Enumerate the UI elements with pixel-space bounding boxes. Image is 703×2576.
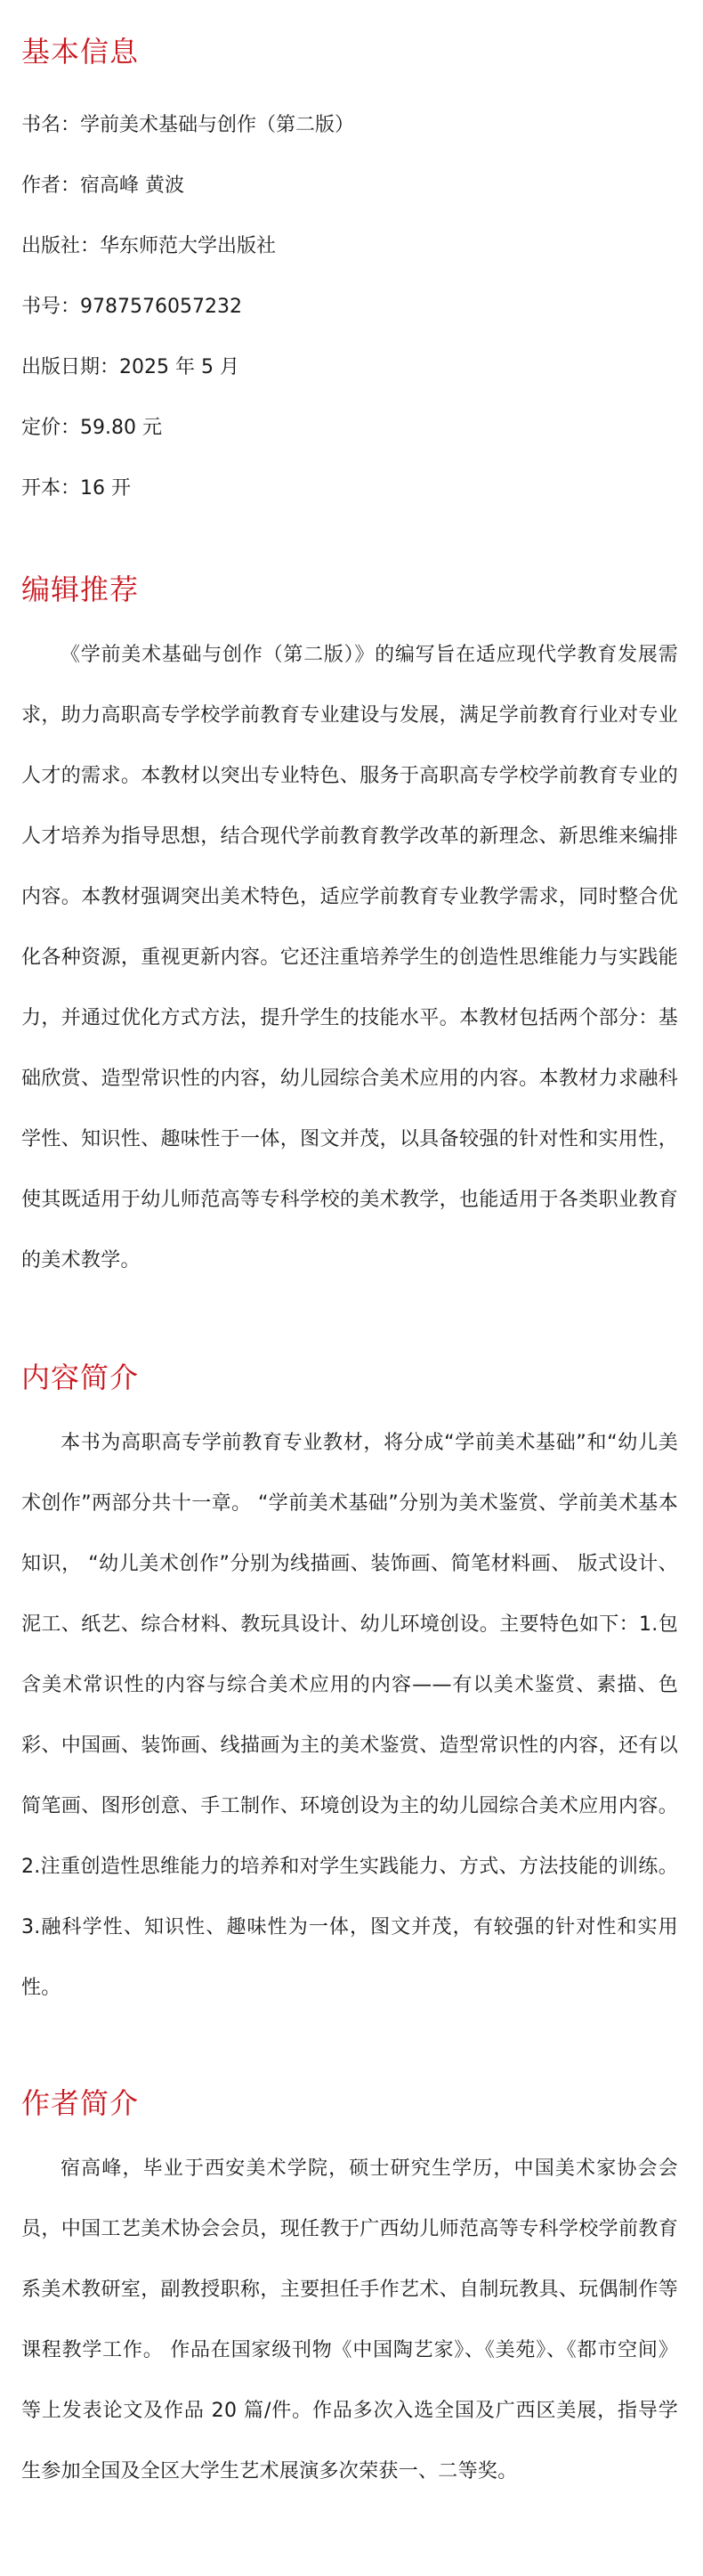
info-author: 作者：宿高峰 黄波 <box>21 175 184 197</box>
editor-recommendation-heading: 编辑推荐 <box>21 573 140 606</box>
content-summary-text: 本书为高职高专学前教育专业教材，将分成“学前美术基础”和“幼儿美术创作”两部分共十一章。 “学前美术基础”分别为美术鉴赏、学前美术基本知识， “幼儿美术创作”分别为线描画、装饰画、简笔材料画、 版式设计、泥工、纸艺、综合材料、教玩具设计、幼儿环境创设。主要特色如下：1.包含美术常识性的内容与综合美术应用的内容——有以美术鉴赏、素描、色彩、中国画、装饰画、线描画为主的美术鉴赏、造型常识性的内容，还有以简笔画、图形创意、手工制作、环境创设为主的幼儿园综合美术应用内容。2.注重创造性思维能力的培养和对学生实践能力、方式、方法技能的训练。3.融科学性、知识性、趣味性为一体，图文并茂，有较强的针对性和实用性。 <box>21 1432 678 1999</box>
content-summary-heading: 内容简介 <box>21 1361 140 1394</box>
author-intro-text: 宿高峰，毕业于西安美术学院，硕士研究生学历，中国美术家协会会员，中国工艺美术协会会员，现任教于广西幼儿师范高等专科学校学前教育系美术教研室，副教授职称，主要担任手作艺术、自制玩教具、玩偶制作等课程教学工作。 作品在国家级刊物《中国陶艺家》、《美苑》、《都市空间》等上发表论文及作品 20 篇/件。作品多次入选全国及广西区美展，指导学生参加全国及全区大学生艺术展演多次荣获一、二等奖。 <box>21 2158 678 2483</box>
author-intro-section <box>21 2084 678 2502</box>
info-publish-date: 出版日期：2025 年 5 月 <box>21 356 239 378</box>
content-summary-section <box>21 1358 678 2019</box>
info-price: 定价：59.80 元 <box>21 417 162 439</box>
info-publisher: 出版社：华东师范大学出版社 <box>21 235 277 257</box>
info-isbn: 书号：9787576057232 <box>21 296 242 318</box>
basic-info-heading: 基本信息 <box>21 35 140 69</box>
info-format: 开本：16 开 <box>21 477 131 500</box>
author-intro-heading: 作者简介 <box>21 2086 140 2120</box>
editor-recommendation-text: 《学前美术基础与创作（第二版）》的编写旨在适应现代学教育发展需求，助力高职高专学校学前教育专业建设与发展，满足学前教育行业对专业人才的需求。本教材以突出专业特色、服务于高职高专学校学前教育专业的人才培养为指导思想，结合现代学前教育教学改革的新理念、新思维来编排内容。本教材强调突出美术特色，适应学前教育专业教学需求，同时整合优化各种资源，重视更新内容。它还注重培养学生的创造性思维能力与实践能力，并通过优化方式方法，提升学生的技能水平。本教材包括两个部分：基础欣赏、造型常识性的内容，幼儿园综合美术应用的内容。本教材力求融科学性、知识性、趣味性于一体，图文并茂，以具备较强的针对性和实用性，使其既适用于幼儿师范高等专科学校的美术教学，也能适用于各类职业教育的美术教学。 <box>21 644 678 1272</box>
basic-info-section <box>21 32 678 536</box>
info-title: 书名：学前美术基础与创作（第二版） <box>21 114 355 136</box>
editor-recommendation-section <box>21 570 678 1291</box>
basic-info-list <box>21 112 678 502</box>
